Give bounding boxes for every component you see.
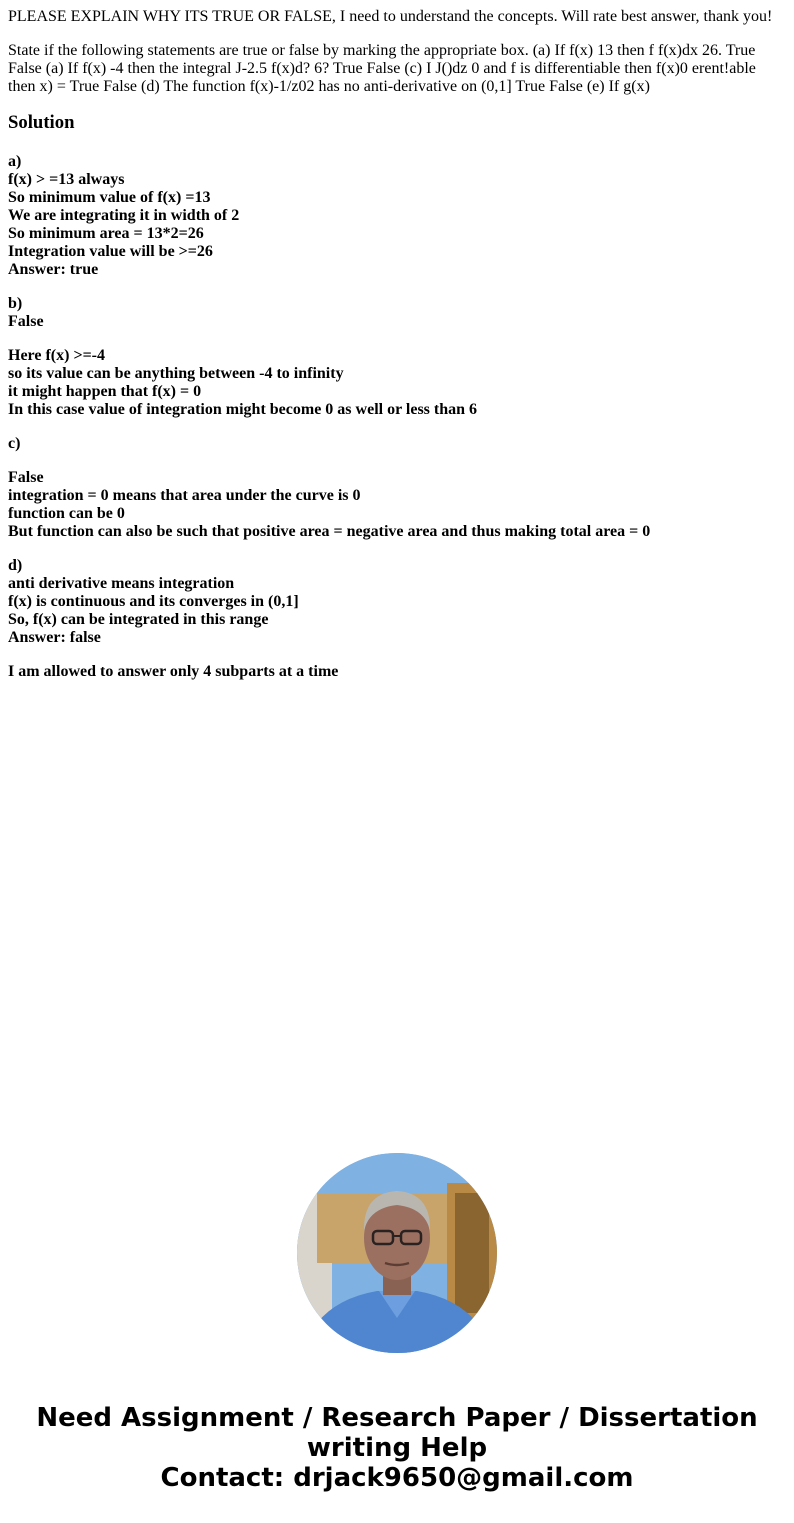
solution-line: So, f(x) can be integrated in this range bbox=[8, 611, 269, 628]
solution-line: But function can also be such that positive area = negative area and thus making total area = 0 bbox=[8, 523, 651, 540]
solution-line: it might happen that f(x) = 0 bbox=[8, 383, 202, 400]
solution-line: I am allowed to answer only 4 subparts at a time bbox=[8, 663, 339, 680]
question-body: State if the following statements are true or false by marking the appropriate box. (a) If f(x) 13 then f f(x)dx 26. True False (a) If f(x) -4 then the integral J-2.5 f(x)d? 6? True False (c) I J()dz 0 and f is differentiable then f(x)0 erent!able then x) = True False (d) The function f(x)-1/z02 has no anti-derivative on (0,1] True False (e) If g(x) bbox=[8, 42, 756, 95]
solution-line: False bbox=[8, 313, 44, 330]
promo-line-1: Need Assignment / Research Paper / Dissertation bbox=[36, 1403, 758, 1433]
solution-line: Here f(x) >=-4 bbox=[8, 347, 106, 364]
solution-line: integration = 0 means that area under the curve is 0 bbox=[8, 487, 361, 504]
solution-paragraph bbox=[8, 557, 784, 647]
solution-body bbox=[8, 153, 784, 681]
solution-line: False bbox=[8, 469, 44, 486]
solution-line: Answer: false bbox=[8, 629, 101, 646]
solution-line: d) bbox=[8, 557, 23, 574]
question-title: PLEASE EXPLAIN WHY ITS TRUE OR FALSE, I need to understand the concepts. Will rate best answer, thank you! bbox=[8, 8, 773, 25]
solution-line: So minimum value of f(x) =13 bbox=[8, 189, 211, 206]
solution-line: So minimum area = 13*2=26 bbox=[8, 225, 204, 242]
solution-line: We are integrating it in width of 2 bbox=[8, 207, 240, 224]
solution-paragraph bbox=[8, 347, 784, 419]
solution-line: anti derivative means integration bbox=[8, 575, 235, 592]
promo-banner bbox=[0, 1403, 794, 1493]
solution-line: f(x) > =13 always bbox=[8, 171, 125, 188]
author-avatar bbox=[297, 1153, 497, 1353]
promo-line-2: writing Help bbox=[306, 1433, 488, 1463]
solution-paragraph bbox=[8, 153, 784, 279]
solution-line: In this case value of integration might become 0 as well or less than 6 bbox=[8, 401, 478, 418]
solution-line: b) bbox=[8, 295, 23, 312]
solution-line: function can be 0 bbox=[8, 505, 125, 522]
author-photo bbox=[297, 1153, 497, 1353]
promo-contact: Contact: drjack9650@gmail.com bbox=[160, 1463, 634, 1493]
solution-line: Integration value will be >=26 bbox=[8, 243, 213, 260]
solution-paragraph bbox=[8, 663, 784, 681]
solution-line: Answer: true bbox=[8, 261, 99, 278]
solution-paragraph bbox=[8, 469, 784, 541]
solution-line: so its value can be anything between -4 to infinity bbox=[8, 365, 344, 382]
solution-paragraph bbox=[8, 435, 784, 453]
solution-line: c) bbox=[8, 435, 21, 452]
solution-line: a) bbox=[8, 153, 22, 170]
solution-heading: Solution bbox=[8, 112, 75, 133]
page-content bbox=[8, 8, 784, 697]
solution-line: f(x) is continuous and its converges in (0,1] bbox=[8, 593, 299, 610]
solution-paragraph bbox=[8, 295, 784, 331]
